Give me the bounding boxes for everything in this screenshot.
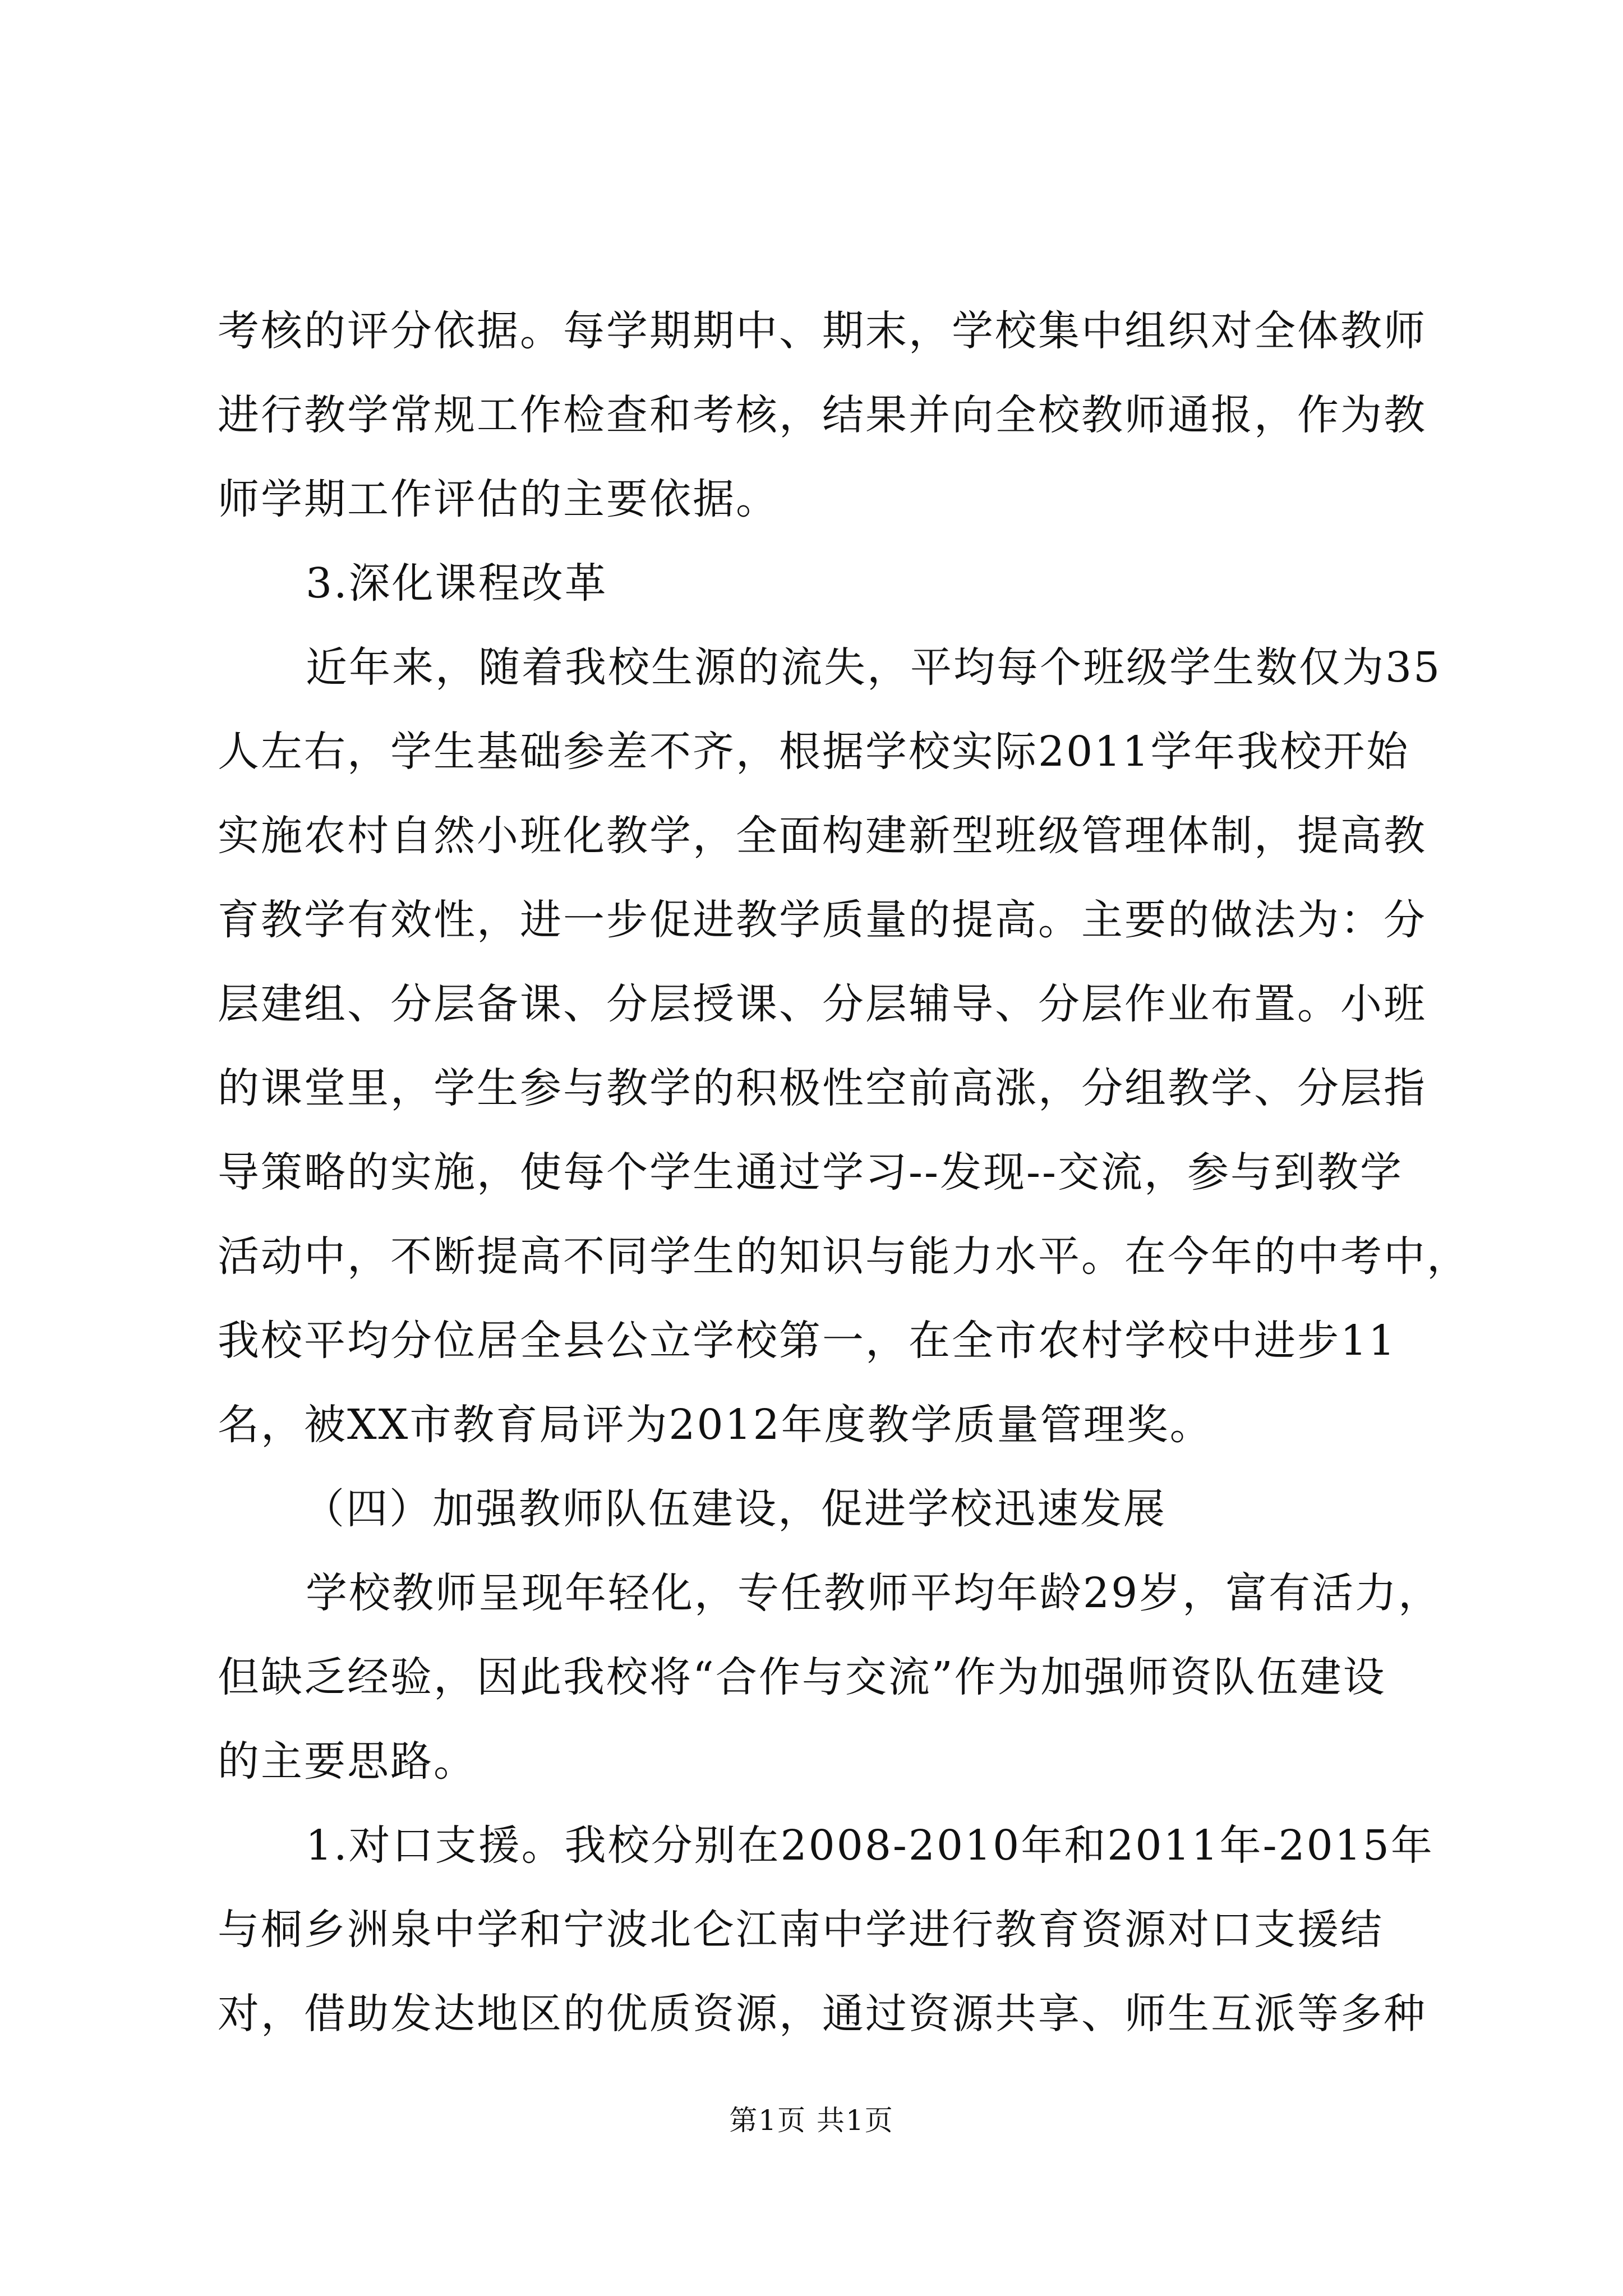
text-line: 层建组、分层备课、分层授课、分层辅导、分层作业布置。小班 (218, 980, 1427, 1028)
text-line: 我校平均分位居全县公立学校第一，在全市农村学校中进步11 (218, 1317, 1397, 1365)
text-line: 近年来，随着我校生源的流失，平均每个班级学生数仅为35 (306, 643, 1442, 692)
text-line: 学校教师呈现年轻化，专任教师平均年龄29岁，富有活力， (306, 1569, 1442, 1617)
text-line: 人左右，学生基础参差不齐，根据学校实际2011学年我校开始 (218, 728, 1410, 776)
page-footer: 第1页 共1页 (729, 2104, 894, 2137)
text-line: 的课堂里，学生参与教学的积极性空前高涨，分组教学、分层指 (218, 1064, 1427, 1112)
text-line: 与桐乡洲泉中学和宁波北仑江南中学进行教育资源对口支援结 (218, 1906, 1384, 1954)
text-line: 进行教学常规工作检查和考核，结果并向全校教师通报，作为教 (218, 391, 1427, 439)
text-line: 师学期工作评估的主要依据。 (218, 475, 779, 523)
text-line: 但缺乏经验，因此我校将“合作与交流”作为加强师资队伍建设 (218, 1653, 1386, 1701)
text-line: 对，借助发达地区的优质资源，通过资源共享、师生互派等多种 (218, 1990, 1427, 2038)
text-line: 的主要思路。 (218, 1737, 477, 1786)
text-line: 育教学有效性，进一步促进教学质量的提高。主要的做法为：分 (218, 896, 1427, 944)
text-line: 考核的评分依据。每学期期中、期末，学校集中组织对全体教师 (218, 307, 1427, 355)
section-heading: 3.深化课程改革 (306, 559, 608, 608)
text-line: 1.对口支援。我校分别在2008-2010年和2011年-2015年 (306, 1821, 1434, 1870)
text-line: 实施农村自然小班化教学，全面构建新型班级管理体制，提高教 (218, 812, 1427, 860)
text-line: 活动中，不断提高不同学生的知识与能力水平。在今年的中考中， (218, 1232, 1470, 1281)
section-heading: （四）加强教师队伍建设，促进学校迅速发展 (303, 1485, 1166, 1533)
text-line: 名，被XX市教育局评为2012年度教学质量管理奖。 (218, 1401, 1213, 1449)
text-line: 导策略的实施，使每个学生通过学习--发现--交流，参与到教学 (218, 1148, 1404, 1197)
